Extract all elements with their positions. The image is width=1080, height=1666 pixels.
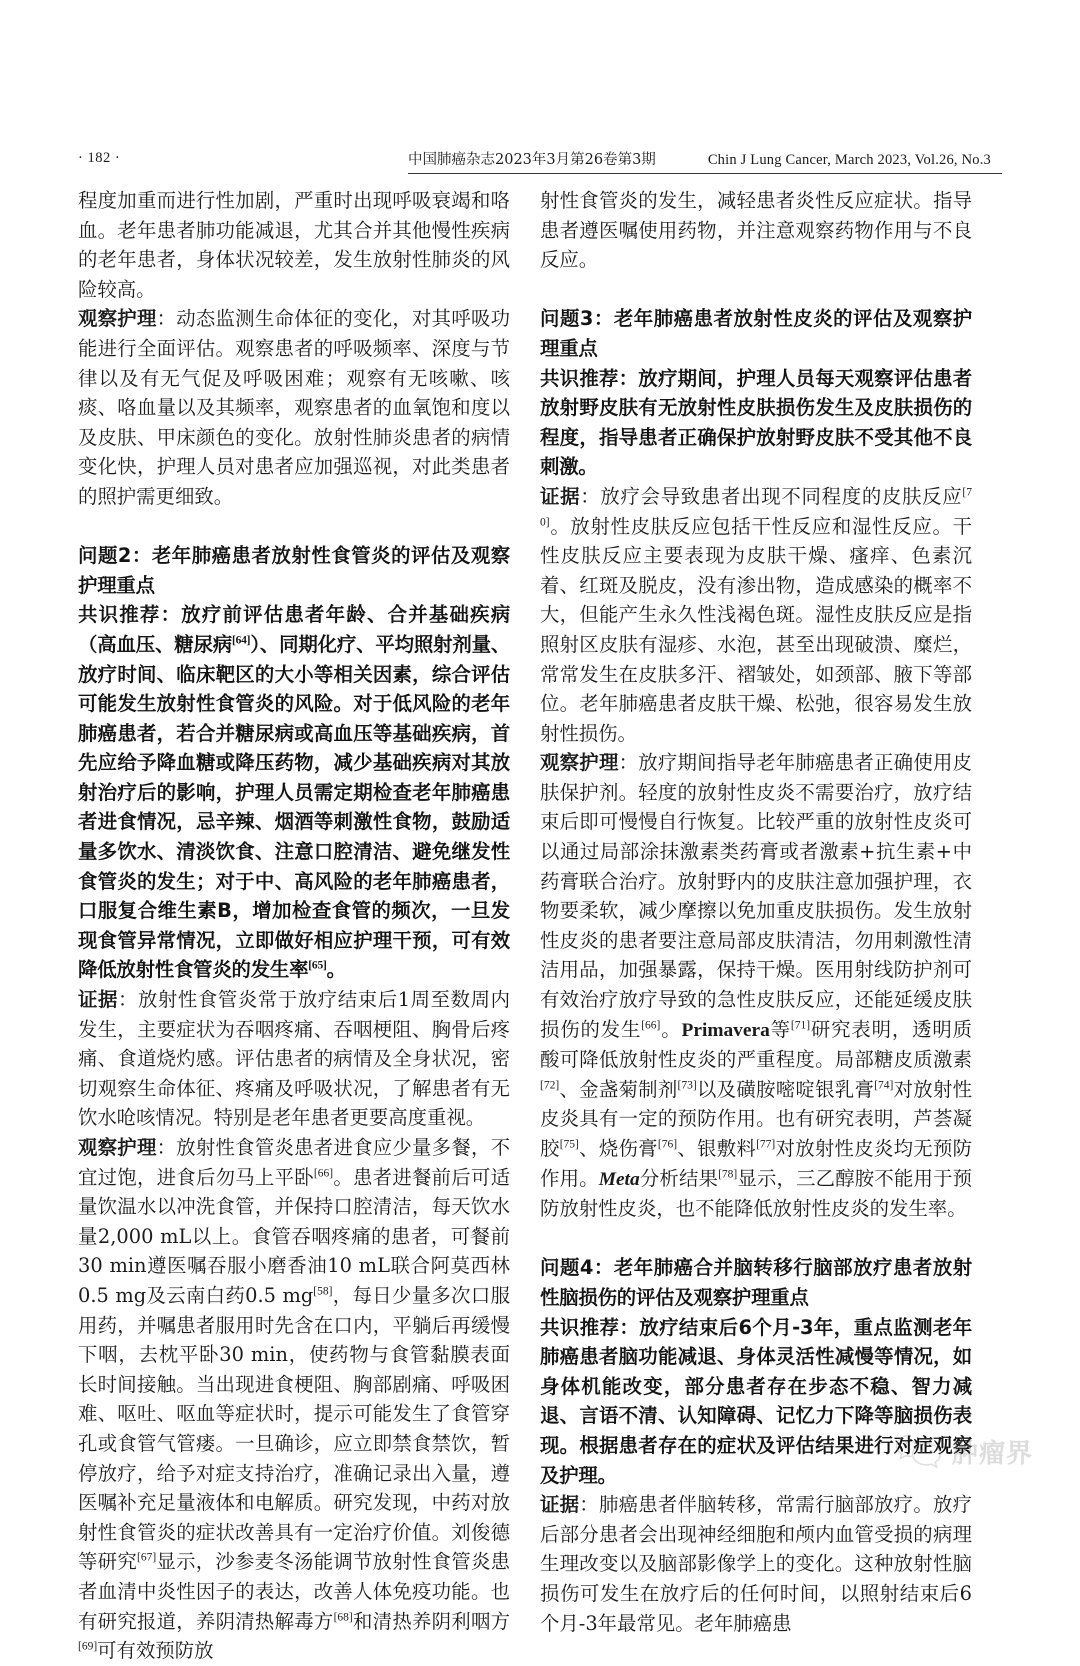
nursing-text-a: ：放射性食管炎患者进食应少量多餐，不宜过饱，进食后勿马上平卧 <box>78 1136 511 1189</box>
label-evidence-3: 证据 <box>540 484 581 508</box>
block-spacer-right-2 <box>540 1224 972 1254</box>
nursing-3-i: 、银敷料 <box>677 1137 757 1160</box>
nursing-text-e: 和清热养阴利咽方 <box>352 1609 511 1633</box>
reference-76: [76] <box>657 1138 678 1151</box>
question-2-nursing <box>78 1133 510 1666</box>
reference-75: [75] <box>559 1138 579 1151</box>
reference-68: [68] <box>333 1611 353 1624</box>
reference-74: [74] <box>874 1079 894 1092</box>
wechat-icon <box>893 1432 945 1475</box>
label-nursing-observation-2: 观察护理 <box>78 1136 157 1159</box>
reference-72: [72] <box>540 1079 560 1092</box>
evidence-4-body: ：肺癌患者伴脑转移，常需行脑部放疗。放疗后部分患者会出现神经细胞和颅内血管受损的病理生理改变以及脑部影像学上的变化。这种放射性脑损伤可发生在放疗后的任何时间，以照射结束后6个月-3年最常见。老年肺癌患 <box>540 1493 972 1635</box>
block-spacer <box>78 512 510 542</box>
reference-73: [73] <box>677 1079 697 1092</box>
paragraph-continuation: 程度加重而进行性加剧，严重时出现呼吸衰竭和咯血。老年患者肺功能减退，尤其合并其他慢性疾病的老年患者，身体状况较差，发生放射性肺炎的风险较高。 <box>78 189 510 301</box>
consensus-text-a: ：放疗前评估患者年龄、合并基础疾病（高血压、糖尿病 <box>78 603 510 656</box>
nursing-3-f: 以及磺胺嘧啶银乳膏 <box>696 1077 875 1101</box>
question-2-evidence <box>78 985 510 1133</box>
question-2-consensus <box>78 600 510 985</box>
question-3-evidence <box>540 482 972 748</box>
reference-58: [58] <box>313 1285 333 1298</box>
nursing-3-k: 分析结果 <box>639 1166 719 1190</box>
nursing-3-l: 显示，三乙醇胺不能用于预防放射性皮炎，也不能降低放射性皮炎的发生率。 <box>540 1166 973 1221</box>
nursing-3-b: 。 <box>660 1017 682 1041</box>
reference-65: [65] <box>308 959 327 972</box>
body-nursing-observation: ：动态监测生命体征的变化，对其呼吸功能进行全面评估。观察患者的呼吸频率、深度与节律以及有无气促及呼吸困难；观察有无咳嗽、咳痰、咯血量以及其频率，观察患者的血氧饱和度以及皮肤、甲床颜色的变化。放射性肺炎患者的病情变化快，护理人员对患者应加强巡视，对此类患者的照护需更细致。 <box>78 307 511 508</box>
evidence-3-a: ：放疗会导致患者出现不同程度的皮肤反应 <box>580 484 963 508</box>
right-column <box>540 186 972 1638</box>
watermark-logo <box>893 1432 1033 1475</box>
reference-69: [69] <box>78 1640 98 1653</box>
question-4-evidence <box>540 1490 972 1638</box>
page-number: · 182 · <box>78 150 121 166</box>
question-2-heading: 问题2：老年肺癌患者放射性食管炎的评估及观察护理重点 <box>78 544 510 597</box>
nursing-3-j: 对放射性皮炎均无预防作用。 <box>540 1137 973 1190</box>
reference-71: [71] <box>790 1019 811 1032</box>
reference-78: [78] <box>718 1168 738 1181</box>
nursing-3-g: 对放射性皮炎具有一定的预防作用。也有研究表明，芦荟凝胶 <box>540 1077 973 1160</box>
nursing-text-d: 显示，沙参麦冬汤能调节放射性食管炎患者血清中炎性因子的表达，改善人体免疫功能。也有研究报道，养阴清热解毒方 <box>78 1550 511 1633</box>
reference-70: [70] <box>540 486 973 529</box>
nursing-3-c: 等 <box>769 1017 791 1041</box>
citation-meta: Meta <box>598 1168 640 1190</box>
left-column <box>78 186 510 1666</box>
label-evidence-4: 证据 <box>540 1493 580 1517</box>
watermark-label: 肿瘤界 <box>952 1438 1034 1469</box>
nursing-3-e: 、金盏菊制剂 <box>559 1077 678 1101</box>
consensus-3-body: ：放疗期间，护理人员每天观察评估患者放射野皮肤有无放射性皮肤损伤发生及皮肤损伤的程度，指导患者正确保护放射野皮肤不受其他不良刺激。 <box>540 366 973 479</box>
running-head-english: Chin J Lung Cancer, March 2023, Vol.26, No.3 <box>707 152 991 168</box>
block-spacer-right <box>540 275 972 305</box>
paragraph-continuation-right: 射性食管炎的发生，减轻患者炎性反应症状。指导患者遵医嘱使用药物，并注意观察药物作用与不良反应。 <box>540 189 972 272</box>
running-head <box>78 148 1002 178</box>
question-3-consensus <box>540 364 972 482</box>
question-3-nursing <box>540 748 972 1224</box>
label-nursing-observation: 观察护理 <box>78 307 157 331</box>
running-head-chinese: 中国肺癌杂志2023年3月第26卷第3期 <box>408 152 656 168</box>
evidence-body: ：放射性食管炎常于放疗结束后1周至数周内发生，主要症状为吞咽疼痛、吞咽梗阻、胸骨后疼痛、食道烧灼感。评估患者的病情及全身状况，密切观察生命体征、疼痛及呼吸状况，了解患者有无饮水呛咳情况。特别是老年患者更要高度重视。 <box>78 988 510 1130</box>
question-3-heading: 问题3：老年肺癌患者放射性皮炎的评估及观察护理重点 <box>540 307 972 360</box>
reference-77: [77] <box>756 1138 776 1151</box>
evidence-3-b: 。放射性皮肤反应包括干性反应和湿性反应。干性皮肤反应主要表现为皮肤干燥、瘙痒、色素沉着、红斑及脱皮，没有渗出物，造成感染的概率不大，但能产生永久性浅褐色斑。湿性皮肤反应是指照射区皮肤有湿疹、水泡，甚至出现破溃、糜烂，常常发生在皮肤多汗、褶皱处，如颈部、腋下等部位。老年肺癌患者皮肤干燥、松弛，很容易发生放射性损伤。 <box>540 514 972 745</box>
reference-67: [67] <box>136 1551 157 1564</box>
consensus-4-body: ：放疗结束后6个月-3年，重点监测老年肺癌患者脑功能减退、身体灵活性减慢等情况，如身体机能改变，部分患者存在步态不稳、智力减退、言语不清、认知障碍、记忆力下降等脑损伤表现。根据患者存在的症状及评估结果进行对症观察及护理。 <box>540 1315 973 1487</box>
paragraph-nursing-observation-1 <box>78 304 510 511</box>
reference-66: [66] <box>313 1167 334 1180</box>
label-consensus-3: 共识推荐 <box>540 366 619 390</box>
label-evidence: 证据 <box>78 988 118 1012</box>
label-nursing-observation-3: 观察护理 <box>540 751 619 775</box>
consensus-text-b: ）、同期化疗、平均照射剂量、放疗时间、临床靶区的大小等相关因素，综合评估可能发生放射性食管炎的风险。对于低风险的老年肺癌患者，若合并糖尿病或高血压等基础疾病，首先应给予降血糖或降压药物，减少基础疾病对其放射治疗后的影响，护理人员需定期检查老年肺癌患者进食情况，忌辛辣、烟酒等刺激性食物，鼓励适量多饮水、清淡饮食、注意口腔清洁、避免继发性食管炎的发生；对于中、高风险的老年肺癌患者，口服复合维生素B，增加检查食管的频次，一旦发现食管异常情况，立即做好相应护理干预，可有效降低放射性食管炎的发生率 <box>78 632 511 982</box>
label-consensus: 共识推荐 <box>78 603 161 627</box>
running-head-titles <box>408 148 1002 174</box>
label-consensus-4: 共识推荐 <box>540 1315 620 1339</box>
question-4-heading: 问题4：老年肺癌合并脑转移行脑部放疗患者放射性脑损伤的评估及观察护理重点 <box>540 1256 972 1309</box>
nursing-3-a: ：放疗期间指导老年肺癌患者正确使用皮肤保护剂。轻度的放射性皮炎不需要治疗，放疗结束后即可慢慢自行恢复。比较严重的放射性皮炎可以通过局部涂抹激素类药膏或者激素+抗生素+中药膏联合治疗。放射野内的皮肤注意加强护理，衣物要柔软，减少摩擦以免加重皮肤损伤。发生放射性皮炎的患者要注意局部皮肤清洁，勿用刺激性清洁用品，加强暴露，保持干燥。医用射线防护剂可有效治疗放疗导致的急性皮肤反应，还能延缓皮肤损伤的发生 <box>540 751 973 1041</box>
nursing-text-f: 可有效预防放 <box>97 1639 214 1663</box>
nursing-text-c: ，每日少量多次口服用药，并嘱患者服用时先含在口内，平躺后再缓慢下咽，去枕平卧30 min，使药物与食管黏膜表面长时间接触。当出现进食梗阻、胸部剧痛、呼吸困难、呕吐、呕血等症状时，提示可能发生了食管穿孔或食管气管瘘。一旦确诊，应立即禁食禁饮，暂停放疗，给予对症支持治疗，准确记录出入量，遵医嘱补充足量液体和电解质。研究发现，中药对放射性食管炎的症状改善具有一定治疗价值。刘俊德等研究 <box>78 1283 510 1574</box>
nursing-3-h: 、烧伤膏 <box>578 1137 658 1160</box>
citation-primavera: Primavera <box>681 1019 770 1041</box>
nursing-3-d: 研究表明，透明质酸可降低放射性皮炎的严重程度。局部糖皮质激素 <box>540 1017 973 1072</box>
consensus-text-c: 。 <box>326 958 346 982</box>
nursing-text-b: 。患者进餐前后可适量饮温水以冲洗食管，并保持口腔清洁，每天饮水量2,000 mL以上。食管吞咽疼痛的患者，可餐前30 min遵医嘱吞服小磨香油10 mL联合阿莫西林0.5 mg及云南白药0.5 mg <box>78 1165 511 1307</box>
reference-64: [64] <box>231 634 251 647</box>
reference-66-b: [66] <box>641 1019 661 1032</box>
